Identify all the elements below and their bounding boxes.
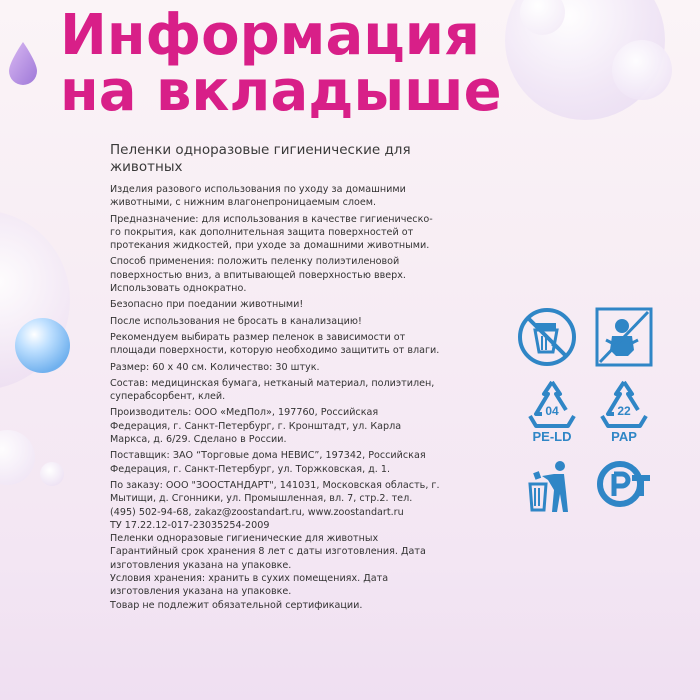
rst-certification-icon	[596, 460, 652, 508]
background-bubble	[0, 430, 35, 485]
recycle-code-04: 04	[545, 404, 559, 418]
paragraph-warranty: Пеленки одноразовые гигиенические для животных Гарантийный срок хранения 8 лет с даты изготовления. Дата изготовления указана на упаковке.	[110, 533, 426, 571]
title-line-2: на вкладыше	[60, 59, 502, 124]
recycle-pe-ld-icon	[522, 378, 582, 444]
title-line-1: Информация	[60, 3, 480, 68]
recycle-code-22: 22	[617, 404, 631, 418]
paragraph-supplier: Поставщик: ЗАО “Торговые дома НЕВИС”, 197342, Российская Федерация, г. Санкт-Петербург, ул. Торжковская, д. 1.	[110, 450, 426, 475]
dispose-in-bin-icon	[526, 458, 576, 514]
recycle-label-pe-ld: PE-LD	[532, 429, 572, 444]
blue-bubble	[15, 318, 70, 373]
certification-mark-text	[596, 508, 597, 509]
paragraph-storage: Условия хранения: хранить в сухих помещениях. Дата изготовления указана на упаковке.	[110, 573, 389, 598]
paragraph-disposal: После использования не бросать в канализацию!	[110, 315, 362, 327]
paragraph-description: Изделия разового использования по уходу за домашними животными, с нижним влагонепроницаемым слоем.	[110, 184, 406, 209]
recycle-pap-icon	[594, 378, 654, 444]
paragraph-customer: По заказу: ООО "ЗООСТАНДАРТ", 141031, Московская область, г. Мытищи, д. Сгонники, ул. Промышленная, вл. 7, стр.2. тел. (495) 502-94-68, zakaz@zoostandart.ru, www.zoostandart.ru	[110, 479, 440, 518]
insert-text-block	[110, 142, 440, 612]
paragraph-usage: Способ применения: положить пеленку полиэтиленовой поверхностью вниз, а впитывающей поверхностью вверх. Использовать однократно.	[110, 256, 406, 295]
keep-away-from-children-icon	[594, 306, 654, 368]
paragraph-purpose: Предназначение: для использования в качестве гигиеническо-го покрытия, как дополнительная защита поверхностей от протекания жидкостей, при уходе за домашними животными.	[110, 213, 433, 252]
paragraph-certification: Товар не подлежит обязательной сертификации.	[110, 599, 363, 611]
recycle-label-pap: PAP	[611, 429, 637, 444]
page-title	[60, 3, 502, 124]
paragraph-recommendation: Рекомендуем выбирать размер пеленок в зависимости от площади поверхности, которую необходимо защитить от влаги.	[110, 331, 440, 357]
background-bubble	[612, 40, 672, 100]
product-heading: Пеленки одноразовые гигиенические для животных	[110, 142, 411, 175]
paragraph-size: Размер: 60 х 40 см. Количество: 30 штук.	[110, 361, 320, 373]
paragraph-safety: Безопасно при поедании животными!	[110, 299, 304, 311]
background-bubble	[40, 462, 64, 486]
paragraph-spec: ТУ 17.22.12-017-23035254-2009	[110, 519, 270, 531]
not-for-food-icon	[516, 306, 578, 368]
water-drop-icon	[6, 40, 40, 88]
paragraph-manufacturer: Производитель: ООО «МедПол», 197760, Российская Федерация, г. Санкт-Петербург, г. Кронштадт, ул. Карла Маркса, д. 6/29. Сделано в России.	[110, 407, 402, 446]
paragraph-composition: Состав: медицинская бумага, нетканый материал, полиэтилен, суперабсорбент, клей.	[110, 377, 435, 403]
